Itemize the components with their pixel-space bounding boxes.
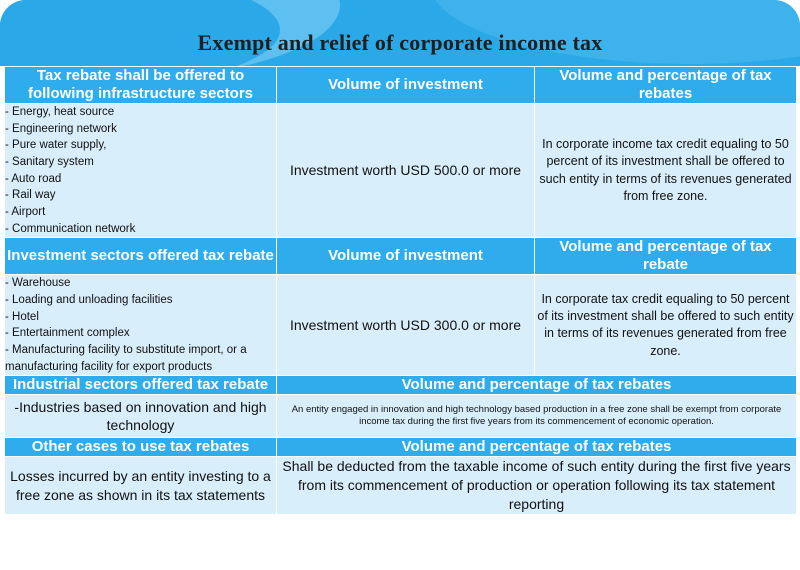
investment-sector-list — [5, 275, 276, 375]
header-investment-sectors: Investment sectors offered tax rebate — [5, 238, 277, 275]
list-item: - Auto road — [5, 172, 62, 185]
table-row — [5, 238, 797, 275]
list-item: - Hotel — [5, 310, 39, 323]
header-volume-of-investment-2: Volume of investment — [277, 238, 535, 275]
infrastructure-sector-list — [5, 104, 276, 237]
table-row — [5, 438, 797, 457]
header-volume-percentage-1: Volume and percentage of tax rebates — [535, 67, 797, 104]
list-item: - Pure water supply, — [5, 139, 107, 152]
header-volume-percentage-2: Volume and percentage of tax rebate — [535, 238, 797, 275]
cell-other-cases-rebate-text: Shall be deducted from the taxable income of such entity during the first five years from its commencement of production or operation following its tax statement reporting — [277, 457, 797, 515]
header-other-cases: Other cases to use tax rebates — [5, 438, 277, 457]
page-title: Exempt and relief of corporate income tax — [197, 30, 603, 55]
table-row — [5, 275, 797, 376]
list-item: - Manufacturing facility to substitute import, or a manufacturing facility for export products — [5, 344, 247, 373]
cell-industrial-rebate-text: An entity engaged in innovation and high technology based production in a free zone shall be exempt from corporate income tax during the first five years from its commencement of economic operation. — [277, 395, 797, 438]
table-row — [5, 67, 797, 104]
table-row — [5, 376, 797, 395]
list-item: - Rail way — [5, 189, 56, 202]
list-item: - Communication network — [5, 222, 136, 235]
list-item: - Entertainment complex — [5, 327, 130, 340]
cell-rebate-description-1: In corporate income tax credit equaling to 50 percent of its investment shall be offered to such entity in terms of its revenues generated from free zone. — [535, 104, 797, 238]
list-item: - Airport — [5, 206, 46, 219]
table-row — [5, 395, 797, 438]
list-item: - Engineering network — [5, 122, 117, 135]
list-item: - Sanitary system — [5, 156, 94, 169]
header-volume-percentage-3: Volume and percentage of tax rebates — [277, 376, 797, 395]
cell-rebate-description-2: In corporate tax credit equaling to 50 percent of its investment shall be offered to such entity in terms of its revenues generated from free zone. — [535, 275, 797, 376]
cell-other-cases-text: Losses incurred by an entity investing to a free zone as shown in its tax statements — [5, 457, 277, 515]
cell-industrial-sector-text: -Industries based on innovation and high technology — [5, 395, 277, 438]
list-item: - Loading and unloading facilities — [5, 294, 173, 307]
cell-infrastructure-sector-list — [5, 104, 277, 238]
tax-rebate-table — [4, 66, 797, 515]
header-volume-of-investment-1: Volume of investment — [277, 67, 535, 104]
table-row — [5, 457, 797, 515]
table-row — [5, 104, 797, 238]
cell-investment-sector-list — [5, 275, 277, 376]
list-item: - Energy, heat source — [5, 106, 115, 118]
header-infrastructure-sectors: Tax rebate shall be offered to following infrastructure sectors — [5, 67, 277, 104]
list-item: - Warehouse — [5, 277, 71, 290]
header-volume-percentage-4: Volume and percentage of tax rebates — [277, 438, 797, 457]
cell-volume-investment-2: Investment worth USD 300.0 or more — [277, 275, 535, 376]
header-industrial-sectors: Industrial sectors offered tax rebate — [5, 376, 277, 395]
cell-volume-investment-1: Investment worth USD 500.0 or more — [277, 104, 535, 238]
